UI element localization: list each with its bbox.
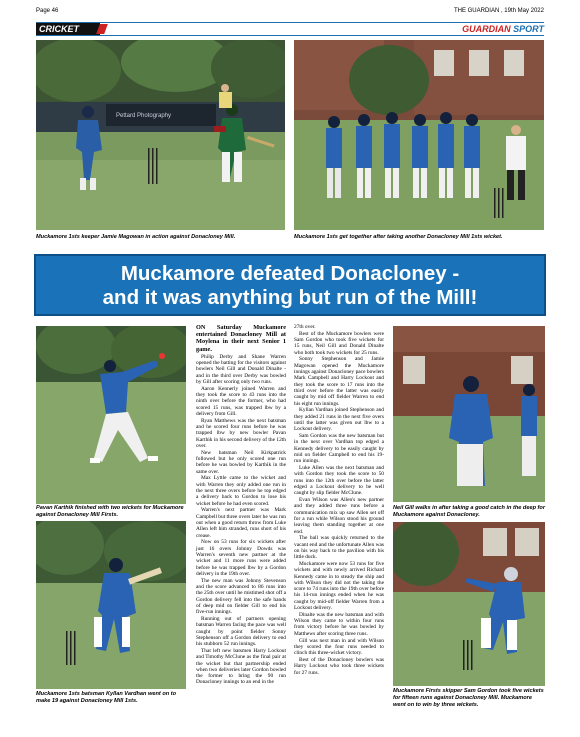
article-paragraph: Max Lyttle came to the wicket and with Warren they only added one run in the next three overs before he top edged a delivery back to Gordon to lose his wicket before he had even scored. [196, 475, 286, 507]
board-text: Pettard Photography [116, 113, 172, 119]
caption-bowler: Pavan Karthik finished with two wickets for Muckamore against Donacloney Mill Firsts. [36, 505, 184, 518]
caption-keeper: Muckamore 1sts keeper Jamie Magowan in action against Donacloney Mill. [36, 234, 236, 240]
brand-guardian: GUARDIAN [462, 24, 511, 34]
photo-fielder-walk [393, 326, 545, 502]
article-paragraph: Ryan Matthews was the next batsman and he scored four runs before he was trapped lbw by new bowler Pavan Karthik in his second delivery of the 12th over. [196, 417, 286, 449]
article-column-2 [294, 324, 384, 676]
caption-fielder: Neil Gill walks in after taking a good catch in the deep for Muckamore against Donacloney. [393, 505, 545, 518]
article-paragraph: 27th over. [294, 324, 316, 330]
page-number: Page 46 [36, 8, 59, 14]
article-paragraph: Kyllan Vardhan joined Stephenson and they added 21 runs in the next five overs until the latter was given out lbw to a Lockout delivery. [294, 407, 384, 433]
caption-batsman: Muckamore 1sts batsman Kyllan Vardhan went on to make 19 against Donacloney Mill 1sts. [36, 691, 176, 704]
article-paragraph: The new man was Johnny Stevenson and the score advanced to 86 runs into the 25th over until he mistimed shot off a Gordon delivery fell into the safe hands of deep mid on fielder Gill to end his five-run innings. [196, 577, 286, 616]
photo-skipper-bowling [393, 522, 545, 686]
article-paragraph: Aaron Kennerly joined Warren and they took the score to 43 runs into the ninth over before the former, who had scored 15 runs, was trapped lbw by a delivery from Gill. [196, 385, 286, 417]
brand-sport: SPORT [513, 24, 544, 34]
article-lead: ON Saturday Muckamore entertained Donacloney Mill at Moylena in their next Senior 1 game. [196, 324, 286, 353]
headline-banner [34, 254, 546, 316]
article-paragraph: Gill was next man in and with Wilson they scored the four runs needed to clinch this three-wicket victory. [294, 637, 384, 657]
caption-skipper: Muckamore Firsts skipper Sam Gordon took five wickets for fifteen runs against Donacloney Mill. Muckamore went on to win by three wickets. [393, 688, 544, 708]
article-paragraph: Sonny Stephenson and Jamie Magowan opened the Muckamore innings against Donacloney pace bowlers Mark Campbell and Harry Lockout and they took the score to 17 runs into the third over before the latter was easily caught by mid off fielder Warren to end his eight run innings. [294, 356, 384, 407]
article-paragraph: Luke Allen was the next batsman and with Gordon they took the score to 50 runs into the 12th over before the latter edged a Lockout delivery to be well caught by slip fielder McClune. [294, 465, 384, 497]
photo-batsman [36, 521, 186, 689]
photo-keeper [36, 40, 285, 230]
issue-date: THE GUARDIAN , 19th May 2022 [453, 8, 544, 14]
headline-line-1: Muckamore defeated Donacloney - [120, 262, 460, 285]
brand-logo [462, 23, 544, 35]
article-paragraph: Evan Wilson was Allen's new partner and they added three runs before a communication mix up saw Allen set off for a run while Wilson stood his ground leaving them standing together at one end. [294, 497, 384, 535]
article-paragraph: Muckamore were now 53 runs for five wickets and with newly arrived Richard Kennedy came in to steady the ship and with Wilson they did not the taking the score to 74 runs into the 19th over before his 14-run innings ended when he was caught by mid-off fielder Warren from a Lockout delivery. [294, 560, 384, 612]
photo-team-huddle [294, 40, 544, 230]
caption-huddle: Muckamore 1sts get together after taking another Donacloney Mill 1sts wicket. [294, 234, 503, 240]
article-paragraph: Dinalte was the new batsman and with Wilson they came to within four runs from victory before he was bowled by Matthews after scoring three runs. [294, 611, 384, 637]
headline-line-2: and it was anything but run of the Mill! [102, 286, 478, 309]
article-paragraph: That left new batsmen Harry Lockout and Timothy McClune as the final pair at the wicket but that partnership ended when two deliveries later Gordon bowled the former to bring the 90 run Donacloney innings to an end in the [196, 647, 286, 686]
photo-bowler [36, 326, 186, 504]
article-paragraph: Now on 53 runs for six wickets after just 16 overs Johnny Dowds was Warren's seventh new partner at the wicket and 11 more runs were added before he was trapped lbw by a Gordon delivery in the 19th over. [196, 539, 286, 577]
article-paragraph: Philip Derby and Shane Warren opened the batting for the visitors against bowlers Neil Gill and Donald Dinalte - and in the third over Derby was bowled by Gill after scoring only two runs. [196, 353, 286, 385]
article-column-1 [196, 324, 286, 686]
section-tab-accent [96, 24, 108, 34]
article-paragraph: Best of the Donacloney bowlers was Harry Lockout who took three wickets for 27 runs. [294, 656, 384, 676]
article-paragraph: Sam Gordon was the new batsman but in the next over Vardhan top edged a Kennedy delivery to be easily caught by mid on fielder Campbell to end his 19-run innings. [294, 433, 384, 465]
article-paragraph: Warren's next partner was Mark Campbell but three overs later he was run out when a good return throw from Luke Allen left him stranded, runs short of his crease. [196, 507, 286, 539]
section-label: CRICKET [36, 23, 100, 35]
section-band [36, 22, 544, 36]
article-paragraph: The ball was quickly returned to the vacant end and the unfortunate Allen was on his way back to the pavilion with his little duck. [294, 535, 384, 561]
article-paragraph: New batsman Neil Kirkpatrick followed but he only scored one run before he was bowled by Karthik in the same over. [196, 449, 286, 475]
article-paragraph: Running out of partners opening batsman Warren facing the pace was well caught by point fielder Sonny Stephenson off a Gordon delivery to end his stubborn 52 run innings. [196, 615, 286, 648]
article-paragraph: Best of the Muckamore bowlers were Sam Gordon who took five wickets for 15 runs, Neil Gill and Donald Dinalte who both took two wickets for 25 runs. [294, 330, 384, 356]
page-top-line [36, 6, 544, 18]
